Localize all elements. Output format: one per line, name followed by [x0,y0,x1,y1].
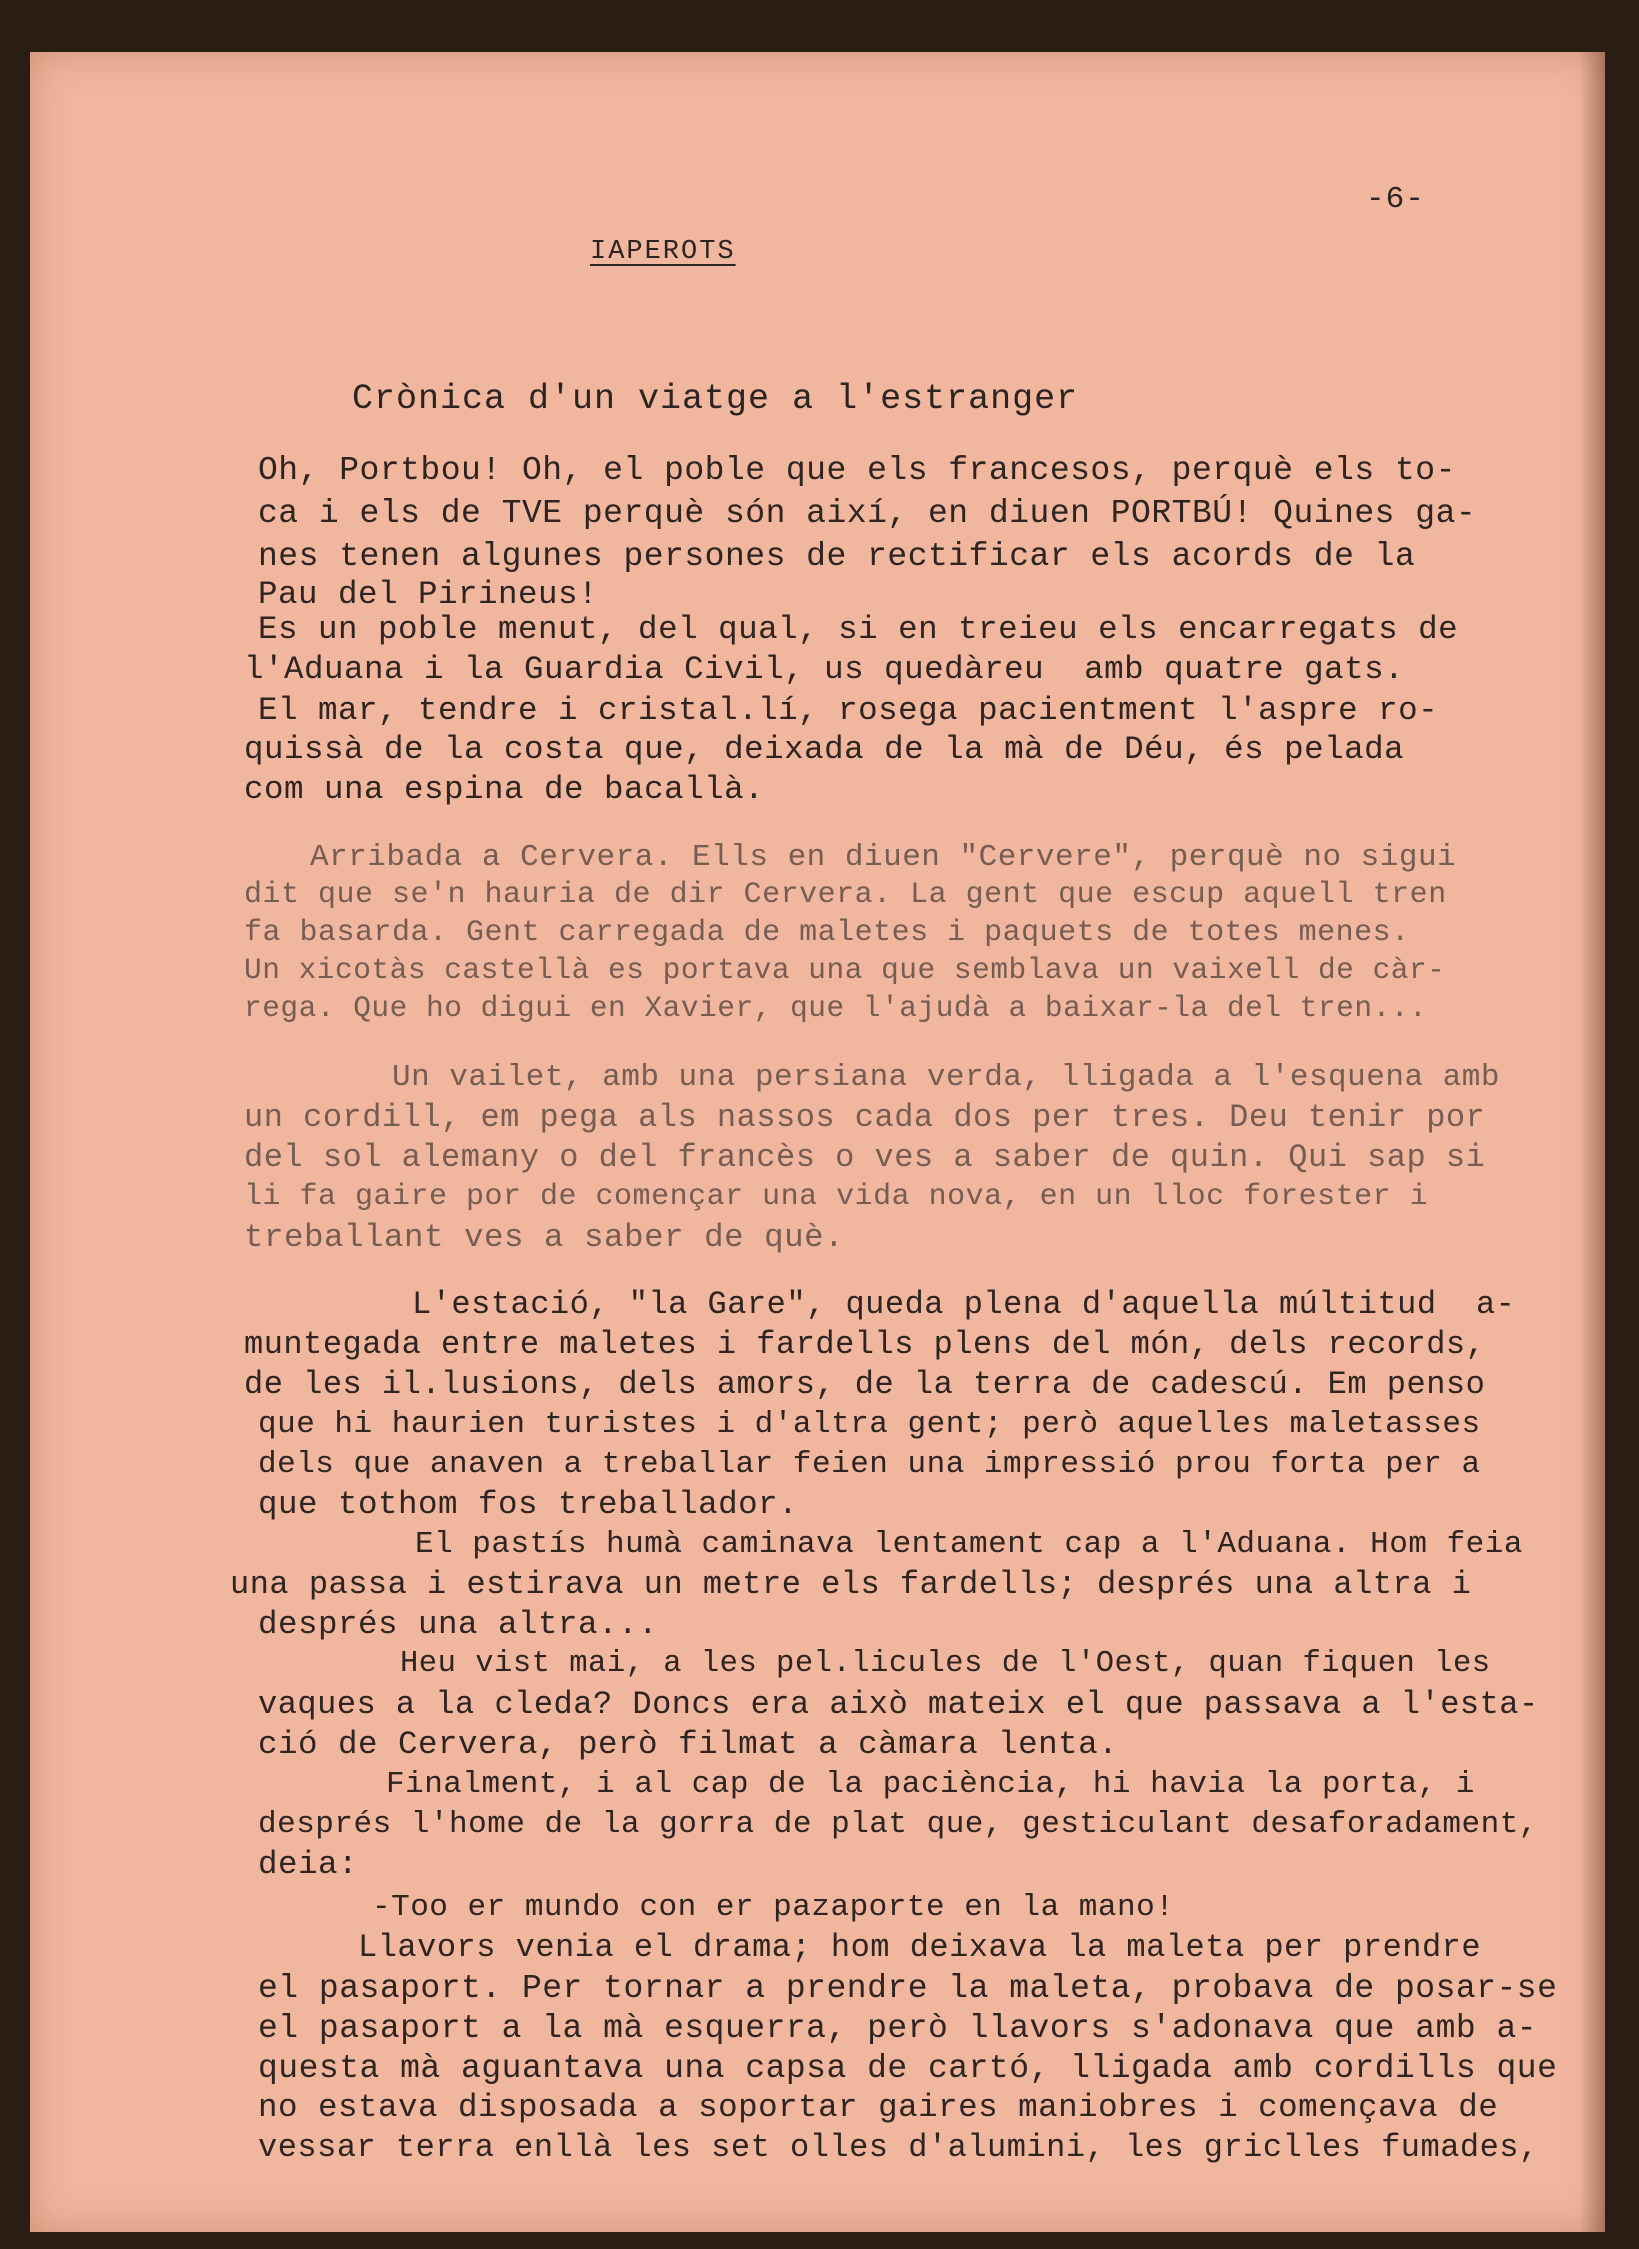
text-line: -Too er mundo con er pazaporte en la mano! [372,1890,1175,1925]
text-line: muntegada entre maletes i fardells plens del món, dels records, [244,1326,1486,1363]
article-title: Crònica d'un viatge a l'estranger [352,379,1079,419]
text-line: Arribada a Cervera. Ells en diuen "Cervere", perquè no sigui [310,840,1457,875]
text-line: Pau del Pirineus! [258,576,599,613]
text-line: que tothom fos treballador. [258,1486,799,1523]
text-line: El mar, tendre i cristal.lí, rosega pacientment l'aspre ro- [258,692,1439,729]
text-line: que hi haurien turistes i d'altra gent; però aquelles maletasses [258,1407,1481,1442]
text-line: Llavors venia el drama; hom deixava la maleta per prendre [358,1929,1482,1966]
text-line: quissà de la costa que, deixada de la mà de Déu, és pelada [244,731,1405,768]
text-line: una passa i estirava un metre els fardells; després una altra i [230,1566,1472,1603]
typewritten-page [30,52,1605,2232]
text-line: no estava disposada a soportar gaires maniobres i començava de [258,2089,1499,2126]
text-line: del sol alemany o del francès o ves a saber de quin. Qui sap si [244,1139,1486,1176]
text-line: el pasaport. Per tornar a prendre la maleta, probava de posar-se [258,1970,1558,2007]
text-line: l'Aduana i la Guardia Civil, us quedàreu amb quatre gats. [244,651,1405,688]
page-edge-shadow [1579,52,1605,2232]
text-line: després una altra... [258,1606,659,1643]
text-line: Un xicotàs castellà es portava una que semblava un vaixell de càr- [244,953,1446,987]
text-line: després l'home de la gorra de plat que, gesticulant desaforadament, [258,1807,1538,1842]
text-line: questa mà aguantava una capsa de cartó, lligada amb cordills que [258,2050,1558,2087]
text-line: Finalment, i al cap de la paciència, hi havia la porta, i [386,1767,1475,1802]
text-line: fa basarda. Gent carregada de maletes i paquets de totes menes. [244,916,1410,950]
text-line: vaques a la cleda? Doncs era això mateix el que passava a l'esta- [258,1686,1539,1723]
text-line: de les il.lusions, dels amors, de la terra de cadescú. Em penso [244,1366,1486,1403]
text-line: li fa gaire por de començar una vida nova, en un lloc forester i [244,1180,1429,1214]
text-line: com una espina de bacallà. [244,771,765,808]
text-line: Un vailet, amb una persiana verda, lligada a l'esquena amb [392,1060,1500,1095]
text-line: ca i els de TVE perquè són així, en diuen PORTBÚ! Quines ga- [258,495,1477,532]
text-line: L'estació, "la Gare", queda plena d'aquella múltitud a- [412,1286,1516,1323]
text-line: vessar terra enllà les set olles d'alumini, les griclles fumades, [258,2129,1539,2166]
text-line: Es un poble menut, del qual, si en treieu els encarregats de [258,611,1459,648]
text-line: el pasaport a la mà esquerra, però llavors s'adonava que amb a- [258,2010,1538,2047]
section-header-label: IAPEROTS [590,237,736,267]
text-line: rega. Que ho digui en Xavier, que l'ajudà a baixar-la del tren... [244,991,1428,1025]
page-number: -6- [1366,182,1425,217]
text-line: Oh, Portbou! Oh, el poble que els francesos, perquè els to- [258,452,1456,489]
text-line: un cordill, em pega als nassos cada dos per tres. Deu tenir por [244,1099,1486,1136]
text-line: treballant ves a saber de què. [244,1219,845,1256]
text-line: El pastís humà caminava lentament cap a l'Aduana. Hom feia [415,1527,1523,1562]
text-line: ció de Cervera, però filmat a càmara lenta. [258,1726,1119,1763]
text-line: deia: [258,1846,359,1883]
text-line: dels que anaven a treballar feien una impressió prou forta per a [258,1447,1481,1482]
text-line: nes tenen algunes persones de rectificar els acords de la [258,538,1416,575]
text-line: dit que se'n hauria de dir Cervera. La gent que escup aquell tren [244,878,1447,912]
text-line: Heu vist mai, a les pel.licules de l'Oest, quan fiquen les [400,1647,1491,1681]
